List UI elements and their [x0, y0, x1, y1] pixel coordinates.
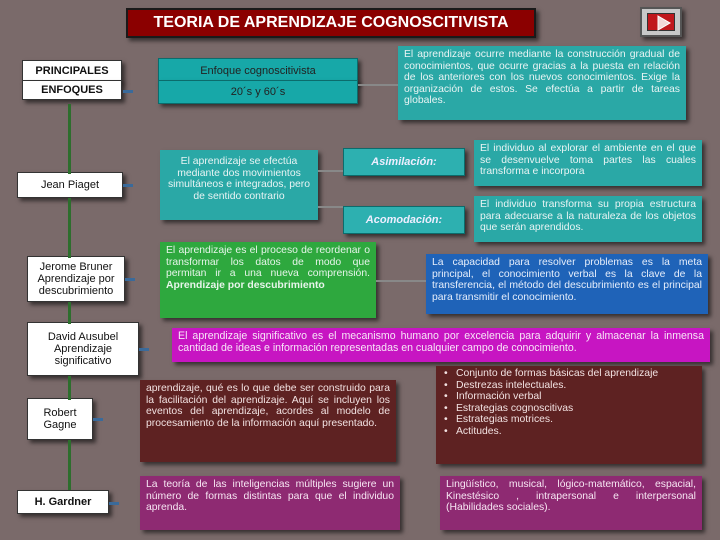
connector-stub	[109, 502, 119, 505]
gardner-text: La teoría de las inteligencias múltiples sugiere un número de formas distintas para que el individuo aprenda.	[140, 476, 400, 530]
gardner-right: Lingüístico, musical, lógico-matemático, espacial, Kinestésico , intrapersonal e interpersonal (Habilidades sociales).	[440, 476, 702, 530]
list-item: • Estrategias motrices.	[442, 414, 696, 426]
asimilacion-label: Asimilación:	[343, 148, 465, 176]
page-title: TEORIA DE APRENDIZAJE COGNOSCITIVISTA	[126, 8, 536, 38]
connector-line	[68, 198, 71, 258]
intro-text: El aprendizaje ocurre mediante la construcción gradual de conocimientos, que ocurre gracias a la puesta en relación de los anteriores con los nuevos conocimientos. Exige la organización de estos. Se efectúa a partir de tareas globales.	[398, 46, 686, 120]
list-item: • Información verbal	[442, 391, 696, 403]
piaget-summary: El aprendizaje se efectúa mediante dos movimientos simultáneos e integrados, pero de sentido contrario	[160, 150, 318, 220]
connector-line	[68, 440, 71, 490]
author-ausubel: David Ausubel Aprendizaje significativo	[27, 322, 139, 376]
play-triangle-icon	[650, 14, 676, 32]
connector-line	[358, 84, 398, 86]
connector-line	[68, 302, 71, 324]
acomodacion-text: El individuo transforma su propia estructura para adecuarse a la naturaleza de los objetos que serán aprendidos.	[474, 196, 702, 242]
connector-stub	[123, 90, 133, 93]
enfoque-period: 20´s y 60´s	[158, 80, 358, 104]
connector-line	[318, 206, 343, 208]
acomodacion-label: Acomodación:	[343, 206, 465, 234]
bruner-bold: Aprendizaje por descubrimiento	[166, 279, 325, 291]
ausubel-text: El aprendizaje significativo es el mecanismo humano por excelencia para adquirir y almacenar la inmensa cantidad de ideas e información representadas en cualquier campo de conocimiento.	[172, 328, 710, 362]
author-piaget: Jean Piaget	[17, 172, 123, 198]
bruner-right: La capacidad para resolver problemas es la meta principal, el conocimiento verbal es la clave de la transferencia, el método del descubrimiento es el principal para transmitir el conocimiento.	[426, 254, 708, 314]
enfoque-title: Enfoque cognoscitivista	[158, 58, 358, 84]
connector-line	[318, 170, 343, 172]
author-bruner: Jerome Bruner Aprendizaje por descubrimiento	[27, 256, 125, 302]
next-slide-button[interactable]	[640, 7, 682, 37]
connector-stub	[123, 184, 133, 187]
list-item: • Actitudes.	[442, 426, 696, 438]
connector-stub	[139, 348, 149, 351]
list-item: • Conjunto de formas básicas del aprendizaje	[442, 368, 696, 380]
connector-line	[68, 376, 71, 400]
list-item: • Estrategias cognoscitivas	[442, 403, 696, 415]
bruner-text	[160, 242, 376, 318]
connector-line	[376, 280, 426, 282]
author-gagne: Robert Gagne	[27, 398, 93, 440]
principales-label: PRINCIPALES	[22, 60, 122, 82]
connector-stub	[93, 418, 103, 421]
gagne-list-box	[436, 366, 702, 464]
author-gardner: H. Gardner	[17, 490, 109, 514]
enfoques-label: ENFOQUES	[22, 80, 122, 100]
bruner-body: El aprendizaje es el proceso de reordenar o transformar los datos de modo que permitan ir a una nueva comprensión.	[166, 245, 370, 280]
gagne-list	[442, 368, 696, 438]
gagne-text: aprendizaje, qué es lo que debe ser construido para la facilitación del aprendizaje. Aquí se incluyen los eventos del aprendizaje, acordes al modelo de procesamiento de la información aquí presentado.	[140, 380, 396, 462]
list-item: • Destrezas intelectuales.	[442, 380, 696, 392]
asimilacion-text: El individuo al explorar el ambiente en el que se desenvuelve toma partes las cuales transforma e incorpora	[474, 140, 702, 186]
connector-line	[68, 104, 71, 174]
connector-stub	[125, 278, 135, 281]
